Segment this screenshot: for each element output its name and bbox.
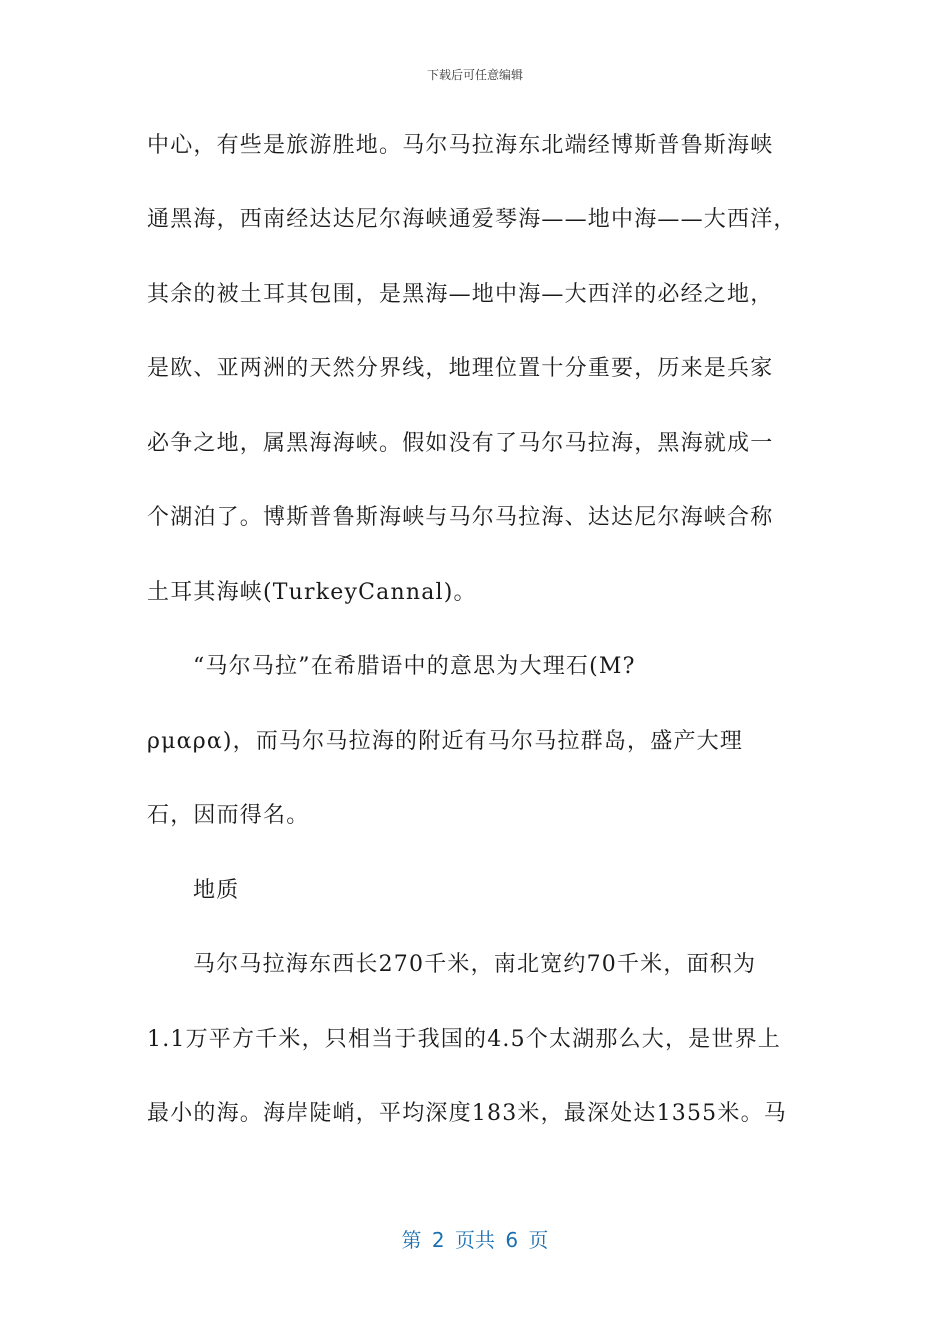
- text-line: 最小的海。海岸陡峭，平均深度183米，最深处达1355米。马: [147, 1101, 787, 1126]
- section-heading: 地质: [193, 878, 240, 903]
- text-line: ρμαρα)，而马尔马拉海的附近有马尔马拉群岛，盛产大理: [147, 729, 744, 754]
- paragraph-start-line: “马尔马拉”在希腊语中的意思为大理石(M?: [193, 654, 636, 679]
- text-line: 石，因而得名。: [147, 803, 310, 828]
- text-line: 中心，有些是旅游胜地。马尔马拉海东北端经博斯普鲁斯海峡: [147, 133, 774, 158]
- text-line: 1.1万平方千米，只相当于我国的4.5个太湖那么大，是世界上: [147, 1027, 781, 1052]
- text-line: 其余的被土耳其包围，是黑海—地中海—大西洋的必经之地，: [147, 282, 774, 307]
- text-line: 通黑海，西南经达达尼尔海峡通爱琴海——地中海——大西洋，: [147, 207, 797, 232]
- page-number-footer: 第 2 页共 6 页: [401, 1228, 549, 1252]
- paragraph-start-line: 马尔马拉海东西长270千米，南北宽约70千米，面积为: [193, 952, 757, 977]
- text-line: 是欧、亚两洲的天然分界线，地理位置十分重要，历来是兵家: [147, 356, 774, 381]
- text-line: 土耳其海峡(TurkeyCannal)。: [147, 580, 477, 605]
- text-line: 个湖泊了。博斯普鲁斯海峡与马尔马拉海、达达尼尔海峡合称: [147, 505, 774, 530]
- text-line: 必争之地，属黑海海峡。假如没有了马尔马拉海，黑海就成一: [147, 431, 774, 456]
- page-header-note: 下载后可任意编辑: [426, 68, 523, 82]
